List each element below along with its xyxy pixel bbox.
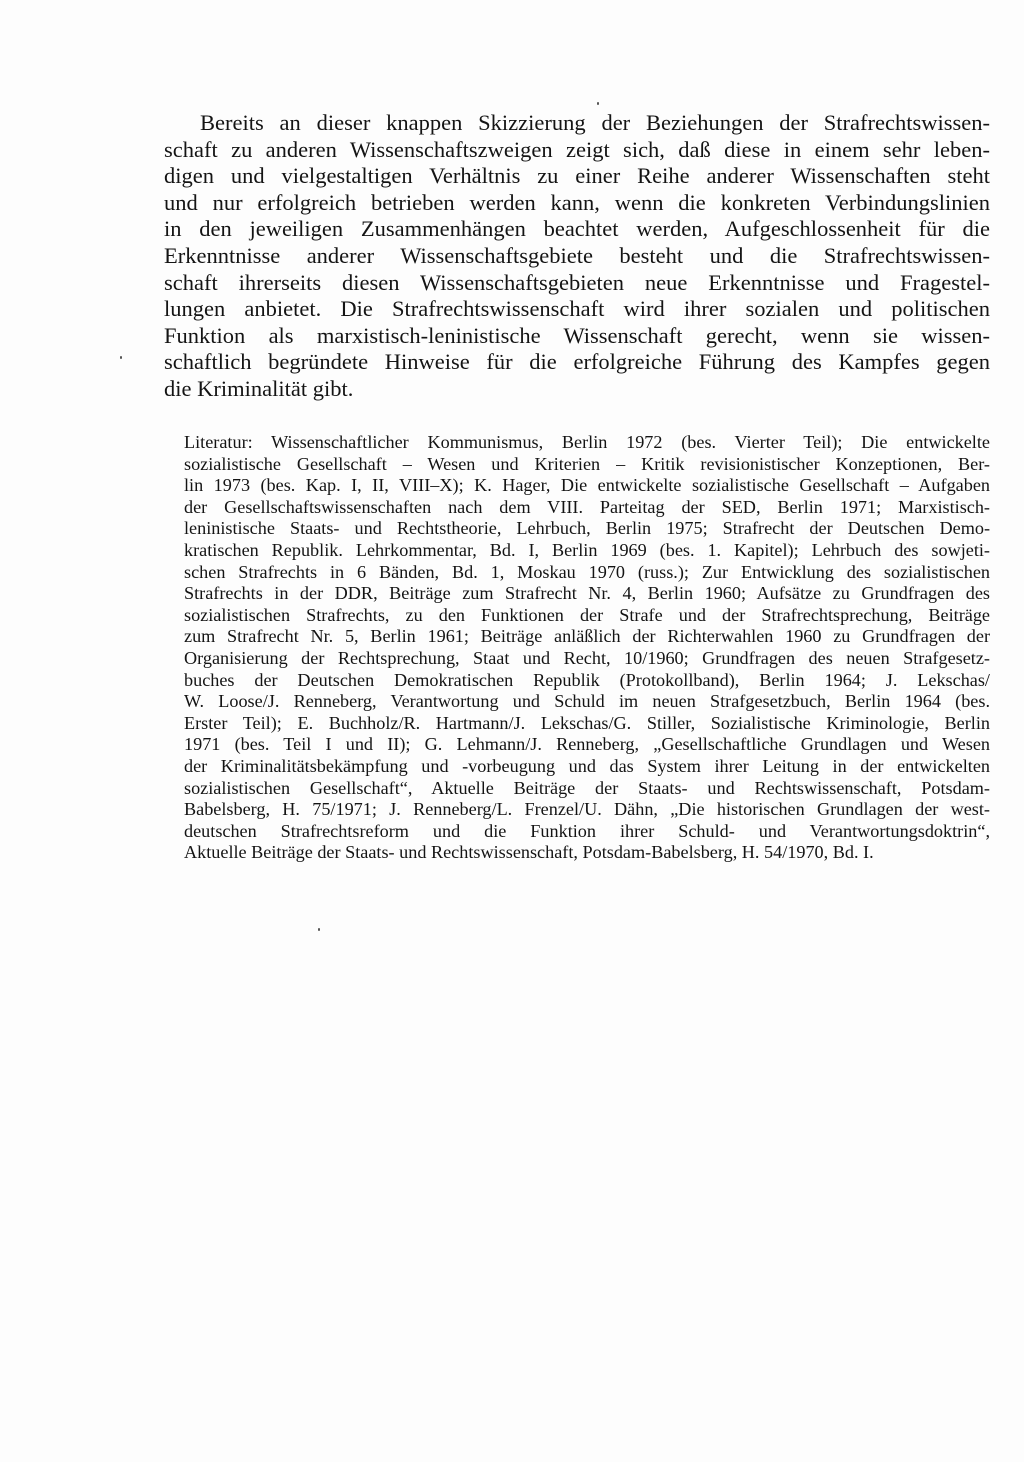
scan-speck — [120, 356, 122, 359]
main-line: digen und vielgestaltigen Verhältnis zu einer Reihe anderer Wissenschaften steht — [164, 163, 990, 189]
scan-speck — [597, 102, 599, 105]
main-line: und nur erfolgreich betrieben werden kann, wenn die konkreten Verbindungslinien — [164, 189, 990, 215]
literature-line: W. Loose/J. Renneberg, Verantwortung und Schuld im neuen Strafgesetzbuch, Berlin 1964 (bes. — [184, 691, 990, 712]
literature-line: sozialistischen Gesellschaft“, Aktuelle Beiträge der Staats- und Rechtswissenschaft, Potsdam- — [184, 777, 990, 798]
main-line: lungen anbietet. Die Strafrechtswissenschaft wird ihrer sozialen und politischen — [164, 296, 990, 322]
literature-line: sozialistischen Strafrechts, zu den Funktionen der Strafe und der Strafrechtsprechung, Beiträge — [184, 604, 990, 625]
main-line: schaftlich begründete Hinweise für die erfolgreiche Führung des Kampfes gegen — [164, 349, 990, 375]
main-line: Erkenntnisse anderer Wissenschaftsgebiete besteht und die Strafrechtswissen- — [164, 242, 990, 268]
literature-line: Literatur: Wissenschaftlicher Kommunismus, Berlin 1972 (bes. Vierter Teil); Die entwickelte — [184, 432, 990, 452]
main-line: die Kriminalität gibt. — [164, 375, 354, 401]
literature-line: Aktuelle Beiträge der Staats- und Rechtswissenschaft, Potsdam-Babelsberg, H. 54/1970, Bd. I. — [184, 842, 874, 863]
literature-line: sozialistische Gesellschaft – Wesen und Kriterien – Kritik revisionistischer Konzeptionen, Ber- — [184, 453, 990, 474]
literature-references — [184, 432, 990, 864]
literature-line: Babelsberg, H. 75/1971; J. Renneberg/L. Frenzel/U. Dähn, „Die historischen Grundlagen der west- — [184, 799, 990, 820]
literature-line: schen Strafrechts in 6 Bänden, Bd. 1, Moskau 1970 (russ.); Zur Entwicklung des sozialistischen — [184, 561, 990, 582]
main-line: in den jeweiligen Zusammenhängen beachtet werden, Aufgeschlossenheit für die — [164, 216, 990, 242]
literature-line: Strafrechts in der DDR, Beiträge zum Strafrecht Nr. 4, Berlin 1960; Aufsätze zu Grundfragen des — [184, 583, 990, 604]
main-line: Funktion als marxistisch-leninistische Wissenschaft gerecht, wenn sie wissen- — [164, 322, 990, 348]
literature-line: buches der Deutschen Demokratischen Republik (Protokollband), Berlin 1964; J. Lekschas/ — [184, 669, 990, 690]
main-paragraph — [164, 110, 990, 403]
literature-line: Organisierung der Rechtsprechung, Staat und Recht, 10/1960; Grundfragen des neuen Strafgesetz- — [184, 647, 990, 668]
main-line: schaft ihrerseits diesen Wissenschaftsgebieten neue Erkenntnisse und Fragestel- — [164, 269, 990, 295]
literature-line: zum Strafrecht Nr. 5, Berlin 1961; Beiträge anläßlich der Richterwahlen 1960 zu Grundfragen der — [184, 626, 990, 647]
literature-line: 1971 (bes. Teil I und II); G. Lehmann/J. Renneberg, „Gesellschaftliche Grundlagen und Wesen — [184, 734, 990, 755]
main-line: schaft zu anderen Wissenschaftszweigen zeigt sich, daß diese in einem sehr leben- — [164, 136, 990, 162]
literature-line: lin 1973 (bes. Kap. I, II, VIII–X); K. Hager, Die entwickelte sozialistische Gesellschaft – Aufgaben — [184, 475, 990, 496]
literature-line: leninistische Staats- und Rechtstheorie, Lehrbuch, Berlin 1975; Strafrecht der Deutschen Demo- — [184, 518, 990, 539]
scan-speck — [318, 928, 320, 931]
literature-line: Erster Teil); E. Buchholz/R. Hartmann/J. Lekschas/G. Stiller, Sozialistische Kriminologie, Berlin — [184, 712, 990, 733]
literature-line: deutschen Strafrechtsreform und die Funktion ihrer Schuld- und Verantwortungsdoktrin“, — [184, 820, 990, 841]
literature-line: kratischen Republik. Lehrkommentar, Bd. I, Berlin 1969 (bes. 1. Kapitel); Lehrbuch des sowjeti- — [184, 539, 990, 560]
literature-line: der Gesellschaftswissenschaften nach dem VIII. Parteitag der SED, Berlin 1971; Marxistisch- — [184, 496, 990, 517]
main-line: Bereits an dieser knappen Skizzierung der Beziehungen der Strafrechtswissen- — [200, 110, 990, 135]
literature-line: der Kriminalitätsbekämpfung und -vorbeugung und das System ihrer Leitung in der entwickelten — [184, 755, 990, 776]
